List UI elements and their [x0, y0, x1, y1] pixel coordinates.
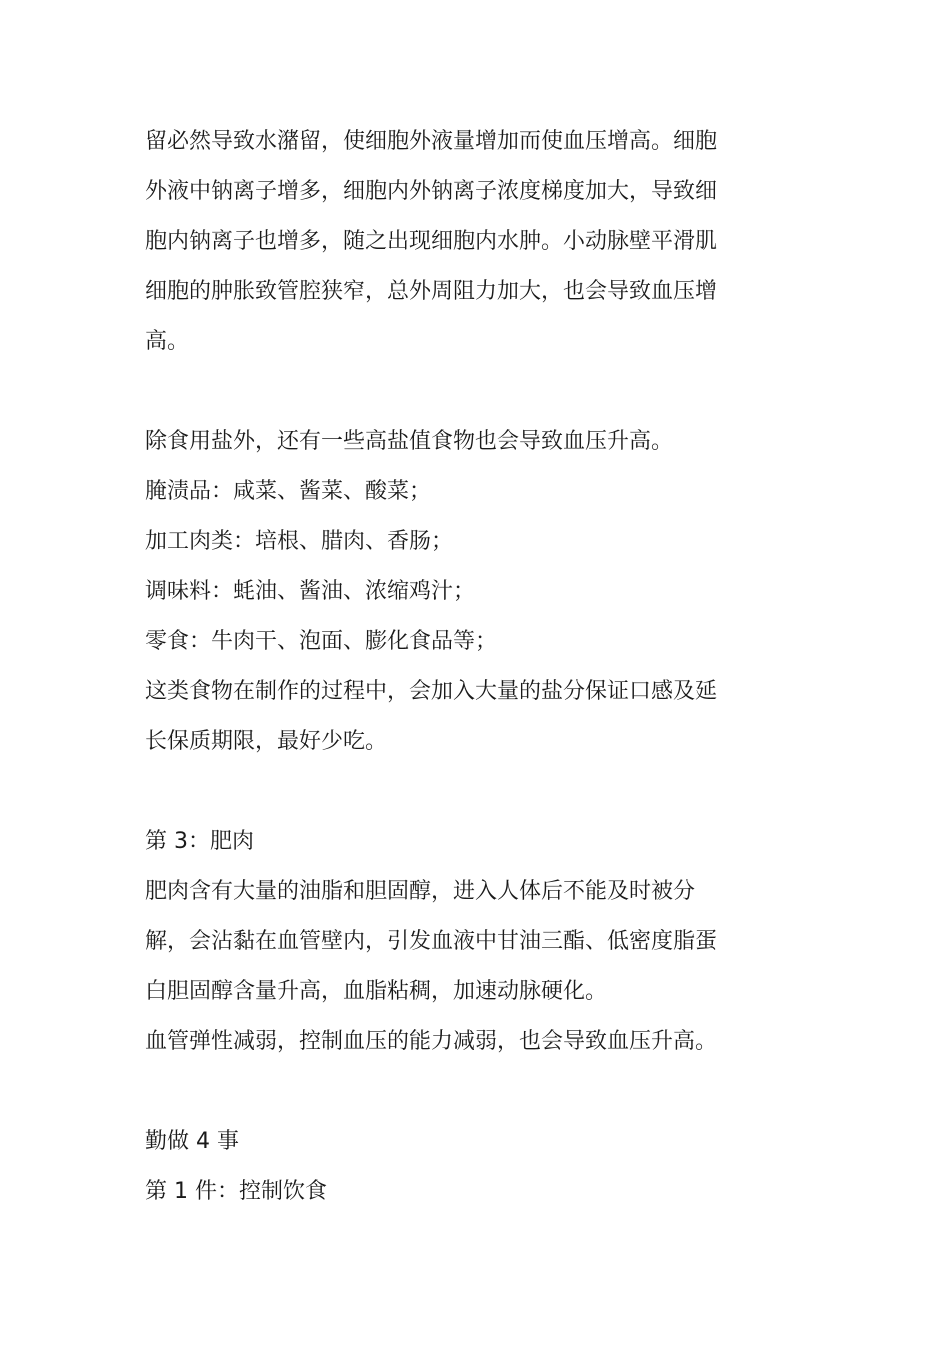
section-fatty-meat: [145, 817, 745, 1067]
paragraph-spacer: [145, 1067, 745, 1117]
text-line: 血管弹性减弱，控制血压的能力减弱，也会导致血压升高。: [145, 1029, 718, 1054]
section-heading: 第 3：肥肉: [145, 829, 254, 854]
text-line: 肥肉含有大量的油脂和胆固醇，进入人体后不能及时被分: [145, 879, 696, 904]
list-item: 腌渍品：咸菜、酱菜、酸菜；: [145, 479, 432, 504]
section-heading: 勤做 4 事: [145, 1129, 239, 1154]
text-line: 高。: [145, 329, 190, 354]
text-line: 长保质期限，最好少吃。: [145, 729, 388, 754]
list-item: 调味料：蚝油、酱油、浓缩鸡汁；: [145, 579, 476, 604]
text-line: 胞内钠离子也增多，随之出现细胞内水肿。小动脉壁平滑肌: [145, 229, 718, 254]
text-line: 白胆固醇含量升高，血脂粘稠，加速动脉硬化。: [145, 979, 608, 1004]
section-four-things: [145, 1117, 745, 1217]
document-body: [145, 117, 745, 1217]
list-item: 零食：牛肉干、泡面、膨化食品等；: [145, 629, 498, 654]
text-line: 这类食物在制作的过程中，会加入大量的盐分保证口感及延: [145, 679, 718, 704]
paragraph-high-salt-foods: [145, 417, 745, 767]
paragraph-water-retention: [145, 117, 745, 367]
paragraph-spacer: [145, 367, 745, 417]
list-item: 加工肉类：培根、腊肉、香肠；: [145, 529, 454, 554]
text-line: 留必然导致水潴留，使细胞外液量增加而使血压增高。细胞: [145, 129, 718, 154]
section-subheading: 第 1 件：控制饮食: [145, 1179, 327, 1204]
text-line: 外液中钠离子增多，细胞内外钠离子浓度梯度加大，导致细: [145, 179, 718, 204]
paragraph-spacer: [145, 767, 745, 817]
text-line: 细胞的肿胀致管腔狭窄，总外周阻力加大，也会导致血压增: [145, 279, 718, 304]
paragraph-intro: 除食用盐外，还有一些高盐值食物也会导致血压升高。: [145, 429, 674, 454]
text-line: 解，会沾黏在血管壁内，引发血液中甘油三酯、低密度脂蛋: [145, 929, 718, 954]
